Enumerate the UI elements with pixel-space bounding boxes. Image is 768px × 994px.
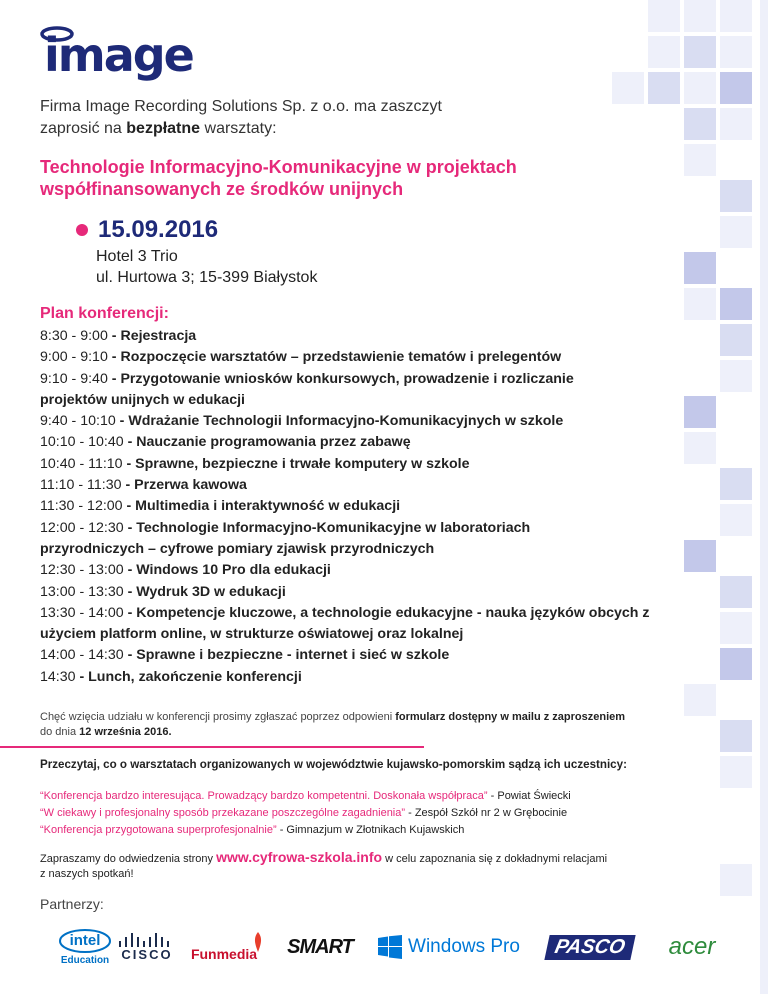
plan-row	[40, 518, 740, 539]
plan-time: 13:30 - 14:00	[40, 604, 124, 621]
plan-row	[40, 560, 740, 581]
event-date: 15.09.2016	[98, 216, 219, 243]
intel-logo: intel Education	[50, 924, 120, 970]
divider	[0, 746, 424, 748]
plan-row	[40, 347, 740, 368]
plan-description: - Nauczanie programowania przez zabawę	[123, 434, 411, 451]
plan-time: 14:30	[40, 668, 76, 685]
plan-time: 13:00 - 13:30	[40, 583, 124, 600]
plan-row	[40, 539, 740, 560]
testimonial-quote: “W ciekawy i profesjonalny sposób przekazane poszczególne zagadnienia”	[40, 807, 406, 819]
partner-logos	[40, 924, 740, 970]
plan-row	[40, 475, 740, 496]
testimonial-quote: “Konferencja bardzo interesująca. Prowadzący bardzo kompetentni. Doskonała współpraca”	[40, 790, 488, 802]
plan-row	[40, 645, 740, 666]
windows-logo: Windows Pro	[374, 924, 524, 970]
testimonial-source: - Zespół Szkół nr 2 w Grębocinie	[405, 807, 568, 819]
plan-description: - Przygotowanie wniosków konkursowych, prowadzenie i rozliczanie	[107, 370, 574, 387]
plan-time: 12:30 - 13:00	[40, 562, 124, 579]
plan-row	[40, 432, 740, 453]
plan-row	[40, 667, 740, 688]
partners-heading: Partnerzy:	[40, 896, 104, 912]
plan-description: - Rejestracja	[107, 328, 197, 344]
windows-icon	[378, 935, 402, 959]
funmedia-flame-icon	[251, 932, 265, 952]
funmedia-logo: Funmedia	[188, 924, 268, 970]
plan-description: - Sprawne i bezpieczne - internet i sieć w szkole	[123, 647, 450, 664]
plan-description: - Przerwa kawowa	[121, 477, 247, 494]
testimonials-heading: Przeczytaj, co o warsztatach organizowanych w województwie kujawsko-pomorskim sądzą ich uczestnicy:	[40, 758, 627, 771]
intro-line-2: zaprosić na bezpłatne warsztaty:	[40, 120, 277, 137]
plan-description: użyciem platform online, w strukturze oświatowej oraz lokalnej	[40, 626, 464, 643]
plan-description: - Windows 10 Pro dla edukacji	[123, 562, 331, 579]
plan-time: 10:10 - 10:40	[40, 434, 124, 451]
intro-text	[40, 96, 600, 140]
plan-time: 8:30 - 9:00	[40, 328, 108, 344]
testimonial-quote: “Konferencja przygotowana superprofesjonalnie”	[40, 824, 277, 836]
testimonial	[40, 805, 740, 822]
plan-row	[40, 369, 740, 390]
venue-name: Hotel 3 Trio	[96, 248, 178, 265]
registration-note: Chęć wzięcia udziału w konferencji prosimy zgłaszać poprzez odpowieni formularz dostępny w mailu z zaproszeniem do dnia 12 września 2016.	[40, 711, 626, 738]
plan-description: przyrodniczych – cyfrowe pomiary zjawisk przyrodniczych	[40, 540, 435, 557]
plan-time: 14:00 - 14:30	[40, 647, 124, 664]
event-venue	[96, 246, 317, 288]
plan-time: 11:30 - 12:00	[40, 498, 123, 515]
plan-description: - Lunch, zakończenie konferencji	[75, 668, 302, 685]
plan-time: 12:00 - 12:30	[40, 519, 124, 536]
visit-text: Zapraszamy do odwiedzenia strony www.cyfrowa-szkola.info w celu zapoznania się z dokładnymi relacjami z naszych spotkań!	[40, 849, 608, 880]
plan-row	[40, 390, 740, 411]
bullet-dot-icon	[76, 224, 88, 236]
cisco-bars-icon	[117, 933, 177, 947]
plan-description: - Kompetencje kluczowe, a technologie edukacyjne - nauka języków obcych z	[123, 604, 650, 621]
plan-time: 9:10 - 9:40	[40, 370, 108, 387]
pasco-logo: PASCO	[540, 924, 640, 970]
plan-row	[40, 454, 740, 475]
plan-description: - Rozpoczęcie warsztatów – przedstawienie tematów i prelegentów	[107, 349, 562, 366]
plan-row	[40, 326, 740, 347]
testimonial	[40, 822, 740, 839]
plan-time: 9:40 - 10:10	[40, 413, 116, 430]
plan-time: 10:40 - 11:10	[40, 455, 123, 472]
plan-row	[40, 624, 740, 645]
venue-address: ul. Hurtowa 3; 15-399 Białystok	[96, 269, 318, 286]
plan-row	[40, 582, 740, 603]
plan-description: - Wdrażanie Technologii Informacyjno-Komunikacyjnych w szkole	[115, 413, 564, 430]
plan-list	[40, 326, 740, 688]
cisco-logo: CISCO	[112, 924, 182, 970]
plan-description: - Technologie Informacyjno-Komunikacyjne w laboratoriach	[123, 519, 531, 536]
testimonials-list	[40, 788, 740, 839]
plan-description: - Multimedia i interaktywność w edukacji	[122, 498, 401, 515]
plan-time: 11:10 - 11:30	[40, 477, 122, 494]
smart-logo: SMART	[287, 935, 353, 958]
testimonial-source: - Powiat Świecki	[487, 790, 571, 802]
plan-description: - Sprawne, bezpieczne i trwałe komputery w szkole	[122, 455, 470, 472]
plan-row	[40, 603, 740, 624]
event-title: Technologie Informacyjno-Komunikacyjne w projektach współfinansowanych ze środków unijnych	[40, 157, 517, 199]
logo: image	[44, 28, 193, 82]
testimonial	[40, 788, 740, 805]
plan-description: - Wydruk 3D w edukacji	[123, 583, 286, 600]
intro-line-1: Firma Image Recording Solutions Sp. z o.o. ma zaszczyt	[40, 98, 442, 115]
plan-row	[40, 411, 740, 432]
plan-time: 9:00 - 9:10	[40, 349, 108, 366]
plan-row	[40, 496, 740, 517]
plan-description: projektów unijnych w edukacji	[40, 391, 245, 408]
website-link[interactable]: www.cyfrowa-szkola.info	[216, 849, 383, 865]
acer-logo: acer	[668, 933, 716, 960]
plan-heading: Plan konferencji:	[40, 305, 169, 322]
testimonial-source: - Gimnazjum w Złotnikach Kujawskich	[276, 824, 465, 836]
